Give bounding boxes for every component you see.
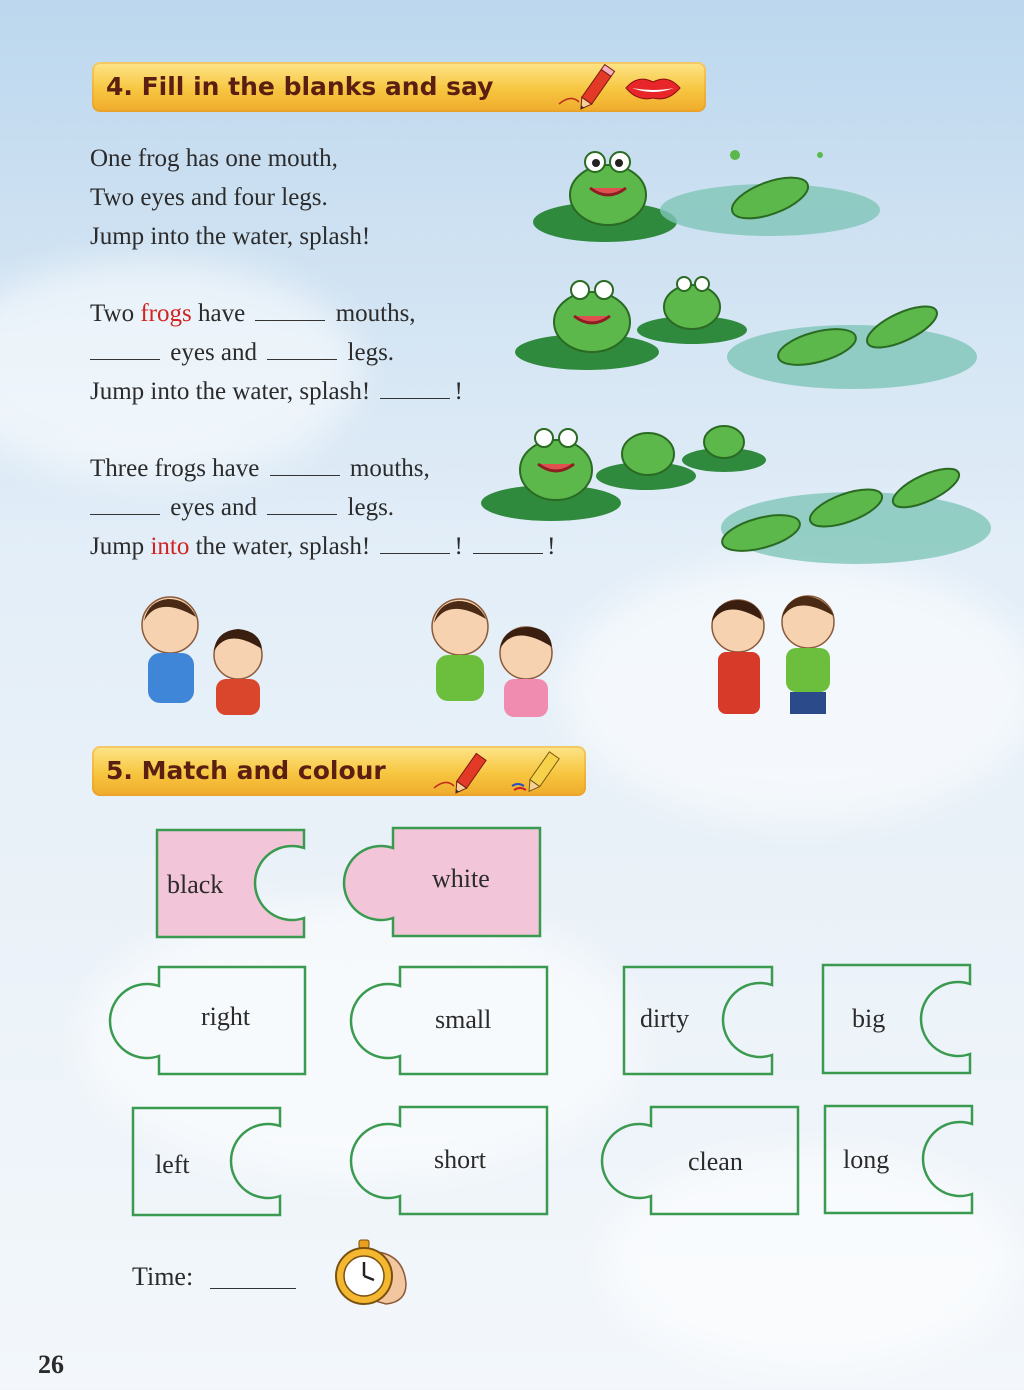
one-frog-illustration xyxy=(530,140,900,250)
background-cloud xyxy=(0,260,360,480)
puzzle-word-white: white xyxy=(432,864,490,893)
blank-input[interactable] xyxy=(267,512,337,515)
puzzle-word-big: big xyxy=(852,1004,886,1033)
section-4-title: 4. Fill in the blanks and say xyxy=(106,72,494,101)
puzzle-word-clean: clean xyxy=(688,1147,743,1176)
crayon-icon xyxy=(510,748,570,794)
verse1-line1: One frog has one mouth, xyxy=(90,145,338,172)
verse2-line3 xyxy=(90,378,463,406)
pencil-icon xyxy=(557,64,627,110)
section-5-banner xyxy=(92,746,586,796)
verse2-word-legs: legs. xyxy=(347,339,395,366)
verse3-word-eyes-and: eyes and xyxy=(170,494,258,521)
section-5-title: 5. Match and colour xyxy=(106,756,386,785)
two-frogs-illustration xyxy=(512,272,977,397)
exclamation: ! xyxy=(547,533,556,560)
verse3-word-into: into xyxy=(150,533,190,560)
puzzle-word-long: long xyxy=(843,1145,890,1174)
verse3-water-splash: the water, splash! xyxy=(195,533,371,560)
exclamation: ! xyxy=(454,378,463,405)
three-frogs-illustration xyxy=(476,418,991,578)
verse3-word-legs: legs. xyxy=(347,494,395,521)
exclamation: ! xyxy=(454,533,463,560)
blank-input[interactable] xyxy=(270,473,340,476)
verse3-line2 xyxy=(90,494,394,522)
verse2-word-eyes-and: eyes and xyxy=(170,339,258,366)
verse3-word-jump: Jump xyxy=(90,533,145,560)
blank-input[interactable] xyxy=(380,396,450,399)
verse1-line3: Jump into the water, splash! xyxy=(90,223,371,250)
section-4-banner xyxy=(92,62,706,112)
verse2-word-have: have xyxy=(197,300,246,327)
blank-input[interactable] xyxy=(255,318,325,321)
blank-input[interactable] xyxy=(267,357,337,360)
pencil-icon xyxy=(432,748,502,794)
verse2-word-frogs: frogs xyxy=(140,300,192,327)
blank-input[interactable] xyxy=(90,512,160,515)
children-illustration xyxy=(428,595,558,719)
puzzle-word-right: right xyxy=(201,1002,251,1031)
verse2-line1 xyxy=(90,300,416,328)
puzzle-piece-big[interactable] xyxy=(823,965,970,1073)
verse2-jump-line: Jump into the water, splash! xyxy=(90,378,371,405)
blank-input[interactable] xyxy=(90,357,160,360)
lips-icon xyxy=(624,74,682,102)
verse3-line1 xyxy=(90,455,430,483)
time-input[interactable] xyxy=(210,1288,296,1289)
verse2-line2 xyxy=(90,339,394,367)
children-illustration xyxy=(138,595,278,717)
stopwatch-icon xyxy=(332,1238,410,1308)
page-number: 26 xyxy=(38,1350,64,1379)
puzzle-word-left: left xyxy=(155,1150,190,1179)
puzzle-word-dirty: dirty xyxy=(640,1004,690,1033)
puzzle-word-small: small xyxy=(435,1005,492,1034)
blank-input[interactable] xyxy=(380,551,450,554)
time-label: Time: xyxy=(132,1262,194,1291)
verse2-word-two: Two xyxy=(90,300,135,327)
puzzle-word-black: black xyxy=(167,870,224,899)
verse2-word-mouths: mouths, xyxy=(335,300,416,327)
verse3-word-mouths: mouths, xyxy=(349,455,430,482)
children-illustration xyxy=(700,592,845,716)
puzzle-word-short: short xyxy=(434,1145,486,1174)
verse3-three-frogs-have: Three frogs have xyxy=(90,455,260,482)
verse1-line2: Two eyes and four legs. xyxy=(90,184,328,211)
